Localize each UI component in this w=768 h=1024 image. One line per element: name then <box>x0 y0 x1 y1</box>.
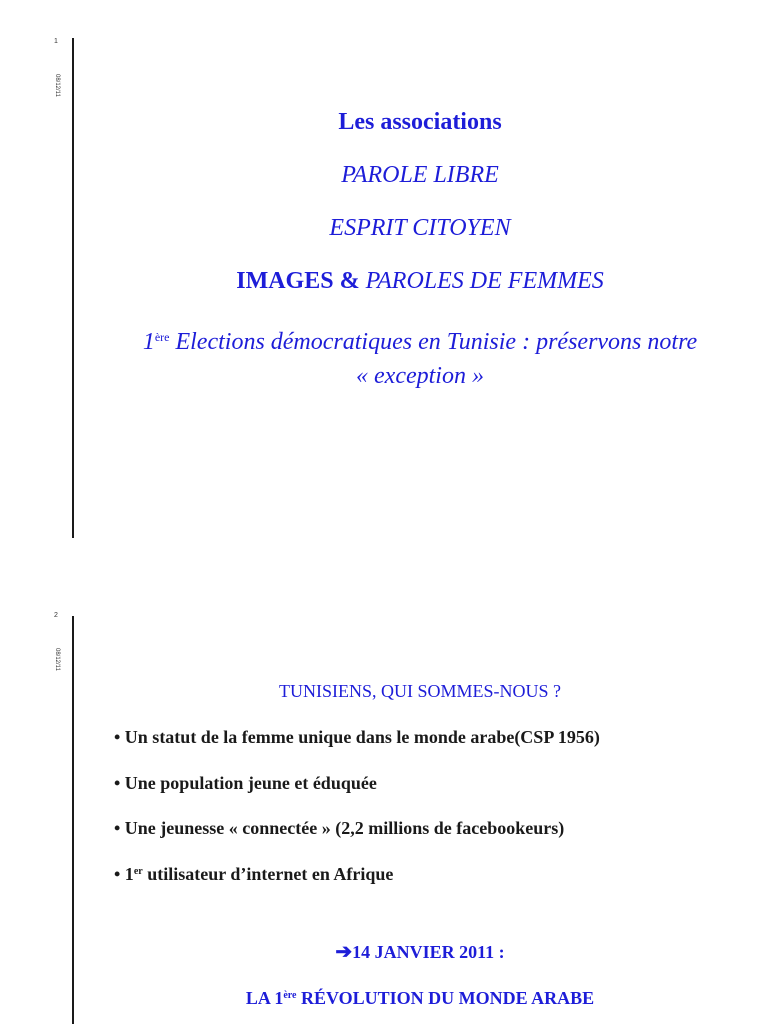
date-text: 14 JANVIER 2011 : <box>352 942 505 962</box>
images-label: IMAGES & <box>236 268 360 294</box>
bullet4-prefix: • 1 <box>114 864 134 884</box>
arrow-right-icon: ➔ <box>335 941 353 963</box>
subtitle-number: 1 <box>142 329 155 355</box>
date-heading <box>90 941 750 963</box>
subtitle-text: Elections démocratiques en Tunisie : préservons notre <box>169 329 698 355</box>
rev-text: RÉVOLUTION DU MONDE ARABE <box>296 988 595 1008</box>
subtitle-ordinal: ère <box>154 330 170 344</box>
vertical-rule <box>72 38 74 538</box>
list-item: • Une population jeune et éduquée <box>114 773 377 793</box>
bullet4-ordinal: er <box>133 866 143 877</box>
slide-2 <box>0 580 768 1024</box>
slide-margin-label <box>40 38 70 118</box>
vertical-rule <box>72 616 74 1024</box>
association-parole-libre: PAROLE LIBRE <box>341 162 499 188</box>
rev-prefix: LA 1 <box>245 988 284 1008</box>
slide-margin-label <box>40 612 70 692</box>
section-heading: TUNISIENS, QUI SOMMES-NOUS ? <box>278 681 561 701</box>
list-item: • Une jeunesse « connectée » (2,2 millions de facebookeurs) <box>114 818 565 838</box>
slide-date: 08/12/11 <box>54 74 60 97</box>
revolution-heading <box>90 985 750 1009</box>
association-images-paroles <box>90 267 750 295</box>
slide-date: 08/12/11 <box>54 648 60 671</box>
slide-subtitle <box>90 320 750 393</box>
rev-ordinal: ère <box>283 990 297 1001</box>
page-number: 1 <box>54 38 58 45</box>
list-item <box>114 861 393 885</box>
association-esprit-citoyen: ESPRIT CITOYEN <box>329 215 511 241</box>
associations-heading: Les associations <box>338 109 502 135</box>
bullet4-text: utilisateur d’internet en Afrique <box>142 864 394 884</box>
paroles-femmes-label: PAROLES DE FEMMES <box>365 268 604 294</box>
page-number: 2 <box>54 612 58 619</box>
list-item: • Un statut de la femme unique dans le monde arabe(CSP 1956) <box>114 727 600 747</box>
subtitle-exception: « exception » <box>356 363 484 389</box>
